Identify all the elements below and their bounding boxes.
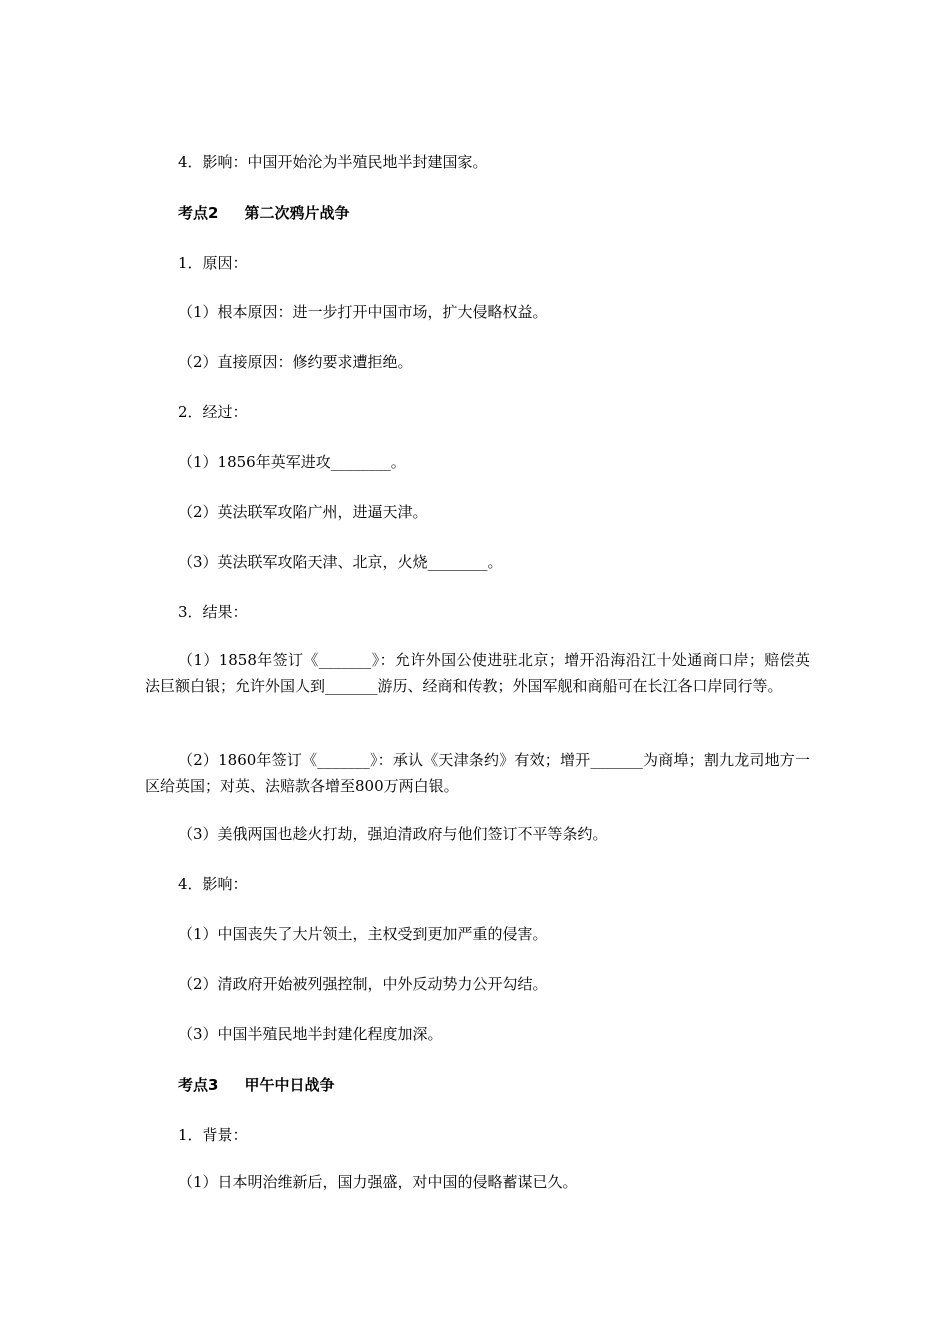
section-title: 甲午中日战争 (244, 1076, 335, 1094)
result-item-1: （1）1858年签订《_______》：允许外国公使进驻北京；增开沿海沿江十处通商口岸；赔偿英法巨额白银；允许外国人到_______游历、经商和传教；外国军舰和商船可在长江各口岸同行等。 (145, 651, 810, 695)
background-heading: 1．背景： (178, 1126, 248, 1144)
process-heading: 2．经过： (178, 403, 248, 421)
result-item-3: （3）美俄两国也趁火打劫，强迫清政府与他们签订不平等条约。 (178, 825, 608, 843)
section-title: 第二次鸦片战争 (244, 204, 350, 222)
cause-item-2: （2）直接原因：修约要求遭拒绝。 (178, 353, 413, 371)
cause-item-1: （1）根本原因：进一步打开中国市场，扩大侵略权益。 (178, 303, 548, 321)
section-label: 考点2 (178, 204, 219, 222)
section-heading-2 (178, 203, 349, 223)
impact-item-2: （2）清政府开始被列强控制，中外反动势力公开勾结。 (178, 975, 548, 993)
result-item-2: （2）1860年签订《_______》：承认《天津条约》有效；增开_______为商埠；割九龙司地方一区给英国；对英、法赔款各增至800万两白银。 (145, 751, 810, 795)
result-heading: 3．结果： (178, 603, 248, 621)
impact-item-3: （3）中国半殖民地半封建化程度加深。 (178, 1025, 443, 1043)
background-item-1: （1）日本明治维新后，国力强盛，对中国的侵略蓄谋已久。 (178, 1173, 578, 1191)
impact-heading: 4．影响： (178, 875, 248, 893)
impact-item-1: （1）中国丧失了大片领土，主权受到更加严重的侵害。 (178, 925, 548, 943)
section-heading-3 (178, 1075, 334, 1095)
cause-heading: 1．原因： (178, 254, 248, 272)
process-item-1: （1）1856年英军进攻________。 (178, 453, 406, 471)
process-item-3: （3）英法联军攻陷天津、北京，火烧________。 (178, 553, 503, 571)
impact-summary-line: 4．影响：中国开始沦为半殖民地半封建国家。 (178, 153, 488, 171)
process-item-2: （2）英法联军攻陷广州，进逼天津。 (178, 503, 428, 521)
section-label: 考点3 (178, 1076, 219, 1094)
